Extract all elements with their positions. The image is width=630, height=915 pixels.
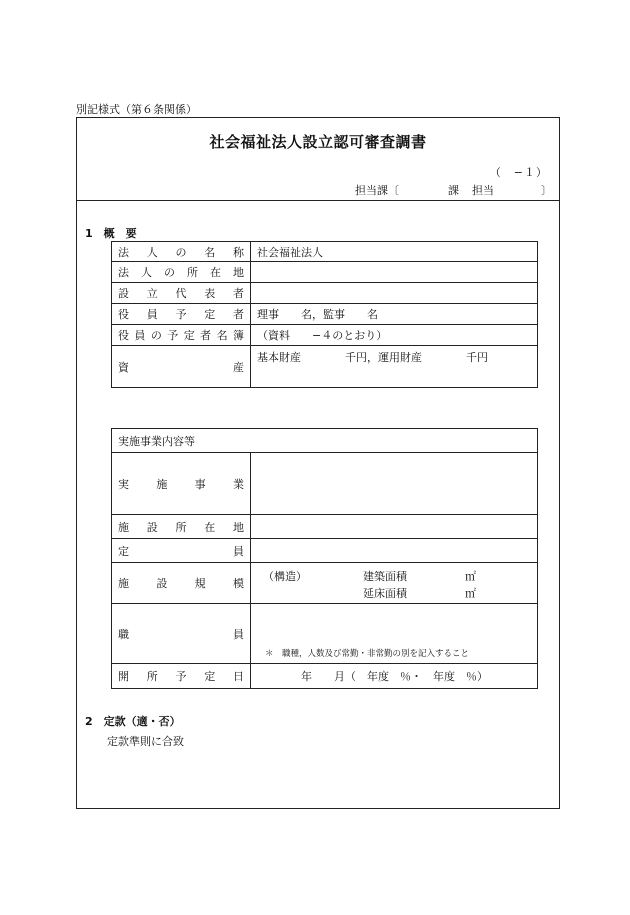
business-table <box>111 428 538 689</box>
building-area-unit: ㎡ <box>465 570 476 583</box>
row-value: 社会福祉法人 <box>251 242 538 262</box>
row-value: 基本財産 千円，運用財産 千円 <box>251 346 538 388</box>
staff-note: ＊ 職種，人数及び常勤・非常勤の別を記入すること <box>265 648 470 659</box>
scale-cell <box>251 563 538 604</box>
table-row <box>112 429 538 453</box>
table-row <box>112 304 538 325</box>
row-value: （資料 −４のとおり） <box>251 325 538 346</box>
document-number: （ −１） <box>489 166 548 179</box>
tanto-person-label: 担当 <box>472 184 494 197</box>
row-label: 定員 <box>112 539 251 563</box>
table-row <box>112 283 538 304</box>
floor-area-unit: ㎡ <box>465 587 476 600</box>
header-separator <box>76 200 560 201</box>
row-label: 職員 <box>112 604 251 664</box>
row-value <box>251 539 538 563</box>
row-value <box>251 283 538 304</box>
overview-table <box>111 241 538 388</box>
table-row <box>112 242 538 262</box>
form-note: 別記様式（第６条関係） <box>76 103 197 116</box>
table-row <box>112 539 538 563</box>
section2-text: 定款準則に合致 <box>107 735 184 748</box>
table-row <box>112 515 538 539</box>
business-header: 実施事業内容等 <box>112 429 538 453</box>
table-row <box>112 346 538 388</box>
tanto-dept-label: 担当課〔 <box>355 184 399 197</box>
row-label: 法人の名称 <box>112 242 251 262</box>
table-row <box>112 664 538 689</box>
row-label: 開所予定日 <box>112 664 251 689</box>
section1-heading: 1 概 要 <box>85 227 137 240</box>
document-title: 社会福祉法人設立認可審査調書 <box>209 133 427 151</box>
table-row <box>112 604 538 664</box>
building-area-label: 建築面積 <box>363 570 407 583</box>
tanto-close-bracket: 〕 <box>541 184 552 197</box>
row-value <box>251 262 538 283</box>
tanto-ka-label: 課 <box>448 184 459 197</box>
row-label: 施設所在地 <box>112 515 251 539</box>
row-label: 設立代表者 <box>112 283 251 304</box>
row-label: 法人の所在地 <box>112 262 251 283</box>
row-value: 理事 名，監事 名 <box>251 304 538 325</box>
table-row <box>112 325 538 346</box>
row-value <box>251 515 538 539</box>
structure-label: （構造） <box>263 570 307 583</box>
floor-area-label: 延床面積 <box>363 587 407 600</box>
row-label: 施設規模 <box>112 563 251 604</box>
table-row <box>112 262 538 283</box>
row-label: 役員予定者 <box>112 304 251 325</box>
staff-cell <box>251 604 538 664</box>
row-label: 役員の予定者名簿 <box>112 325 251 346</box>
table-row <box>112 563 538 604</box>
row-value <box>251 453 538 515</box>
row-label: 資産 <box>112 346 251 388</box>
section2-heading: 2 定款（適・否） <box>85 715 181 728</box>
row-label: 実施事業 <box>112 453 251 515</box>
table-row <box>112 453 538 515</box>
row-value: 年 月（ 年度 ％・ 年度 ％） <box>251 664 538 689</box>
